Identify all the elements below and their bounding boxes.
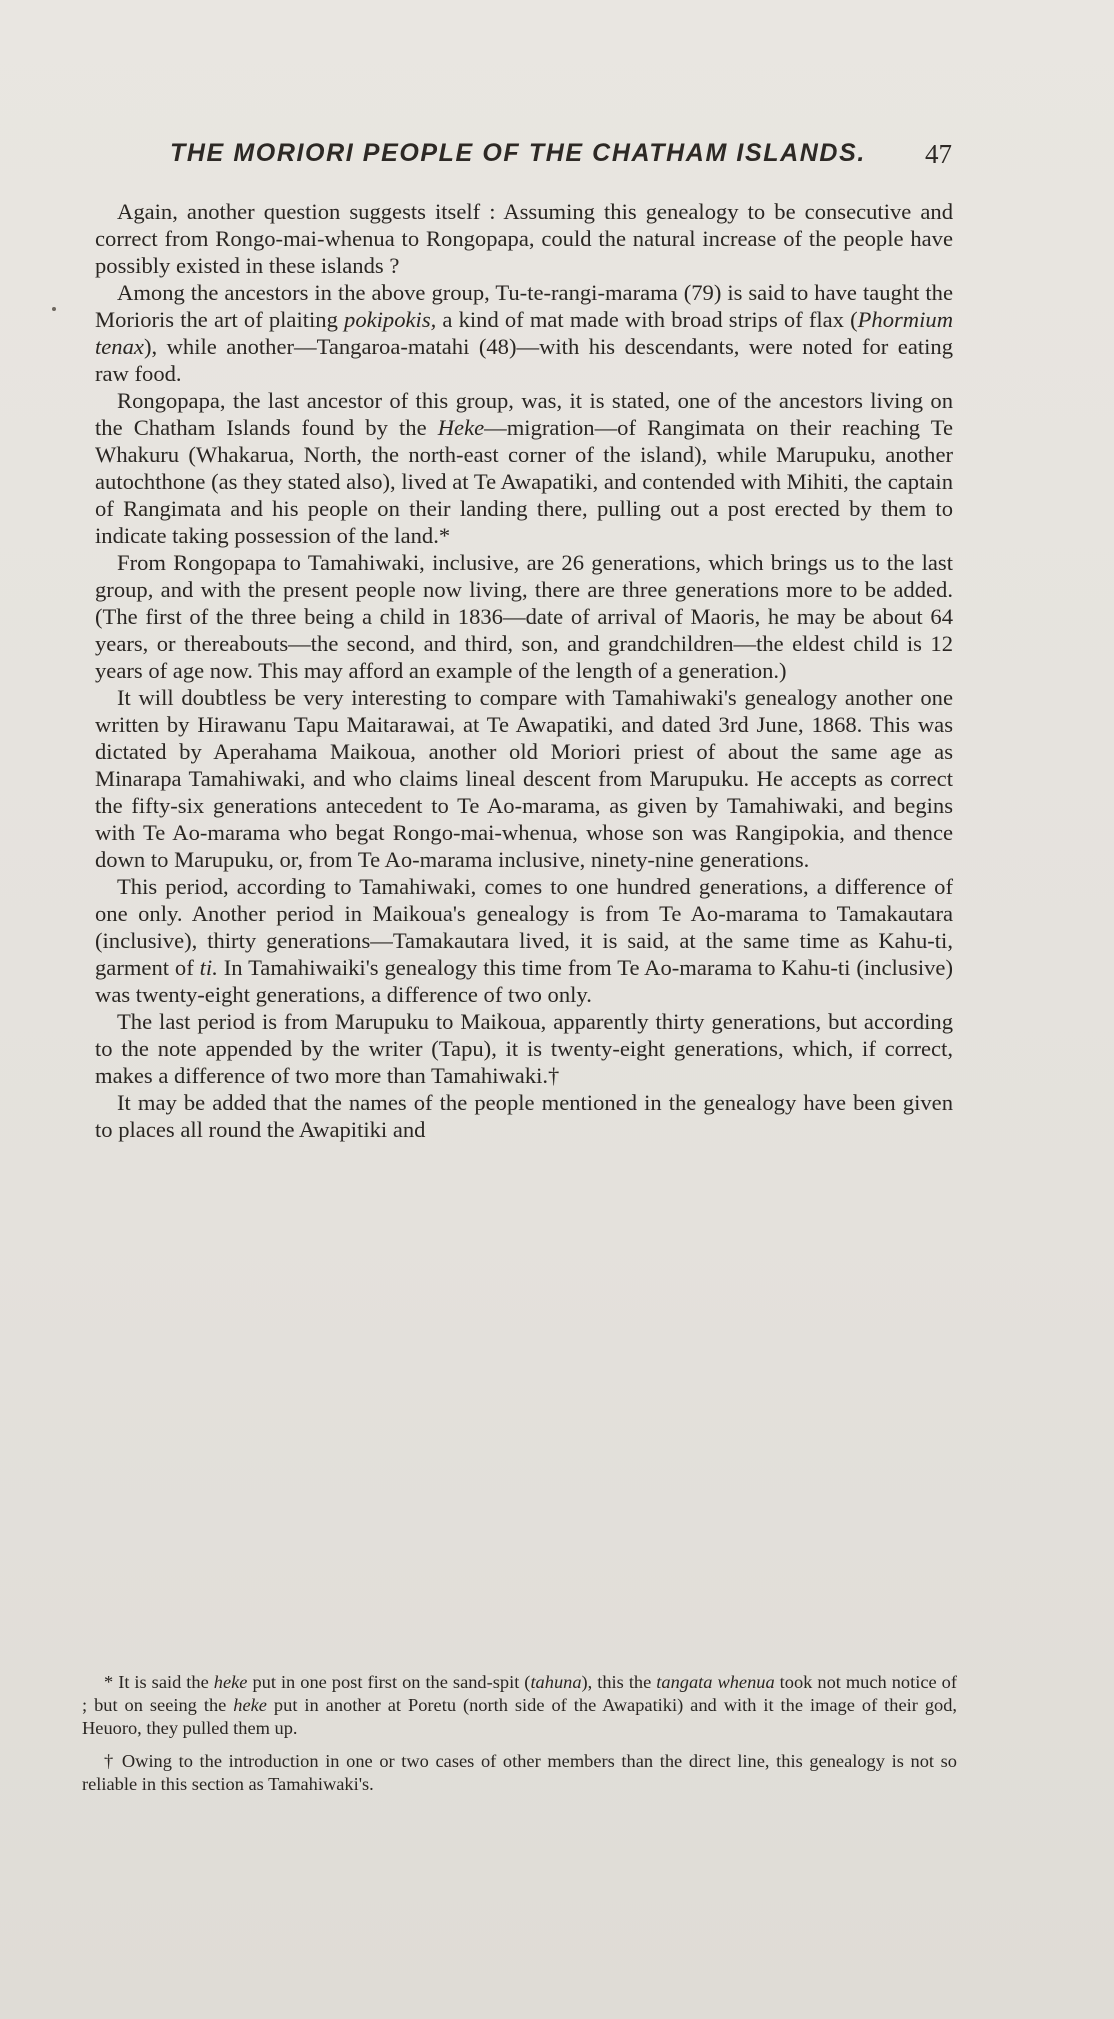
paragraph-6: This period, according to Tamahiwaki, comes to one hundred generations, a difference of one only. Another period in Maikoua's genealogy is from Te Ao-marama to Tamakautara (inclusive), thirty generations—Tamakautara lived, it is said, at the same time as Kahu-ti, garment of ti. In Tamahiwaiki's genealogy this time from Te Ao-marama to Kahu-ti (inclusive) was twenty-eight generations, a difference of two only. [95,874,953,1007]
paragraph-2: Among the ancestors in the above group, Tu-te-rangi-marama (79) is said to have taught the Morioris the art of plaiting pokipokis, a kind of mat made with broad strips of flax (Phormium tenax), while another—Tangaroa-matahi (48)—with his descendants, were noted for eating raw food. [95,280,954,386]
margin-mark [52,307,56,311]
paragraph-3: Rongopapa, the last ancestor of this group, was, it is stated, one of the ancestors living on the Chatham Islands found by the Heke—migration—of Rangimata on their reaching Te Whakuru (Whakarua, North, the north-east corner of the island), while Marupuku, another autochthone (as they stated also), lived at Te Awapatiki, and contended with Mihiti, the captain of Rangimata and his people on their landing there, pulling out a post erected by them to indicate taking possession of the land.* [95,388,953,548]
page-header [170,139,952,179]
footnotes [82,1671,957,1807]
paragraph-8: It may be added that the names of the people mentioned in the genealogy have been given to places all round the Awapitiki and [95,1090,953,1142]
footnote-2: † Owing to the introduction in one or two cases of other members than the direct line, this genealogy is not so reliable in this section as Tamahiwaki's. [82,1751,957,1795]
paragraph-4: From Rongopapa to Tamahiwaki, inclusive, are 26 generations, which brings us to the last group, and with the present people now living, there are three generations more to be added. (The first of the three being a child in 1836—date of arrival of Maoris, he may be about 64 years, or thereabouts—the second, and third, son, and grandchildren—the eldest child is 12 years of age now. This may afford an example of the length of a generation.) [95,550,953,683]
running-title: THE MORIORI PEOPLE OF THE CHATHAM ISLANDS. [170,139,866,167]
paragraph-7: The last period is from Marupuku to Maikoua, apparently thirty generations, but according to the note appended by the writer (Tapu), it is twenty-eight generations, which, if correct, makes a difference of two more than Tamahiwaki.† [95,1009,953,1088]
paragraph-5: It will doubtless be very interesting to compare with Tamahiwaki's genealogy another one written by Hirawanu Tapu Maitarawai, at Te Awapatiki, and dated 3rd June, 1868. This was dictated by Aperahama Maikoua, another old Moriori priest of about the same age as Minarapa Tamahiwaki, and who claims lineal descent from Marupuku. He accepts as correct the fifty-six generations antecedent to Te Ao-marama, as given by Tamahiwaki, and begins with Te Ao-marama who begat Rongo-mai-whenua, whose son was Rangipokia, and thence down to Marupuku, or, from Te Ao-marama inclusive, ninety-nine generations. [95,685,953,872]
page-number: 47 [925,139,952,169]
paragraph-1: Again, another question suggests itself : Assuming this genealogy to be consecutive and correct from Rongo-mai-whenua to Rongopapa, could the natural increase of the people have possibly existed in these islands ? [95,199,953,278]
footnote-1: * It is said the heke put in one post first on the sand-spit (tahuna), this the tangata whenua took not much notice of ; but on seeing the heke put in another at Poretu (north side of the Awapatiki) and with it the image of their god, Heuoro, they pulled them up. [82,1672,957,1738]
body-text [95,198,953,1143]
